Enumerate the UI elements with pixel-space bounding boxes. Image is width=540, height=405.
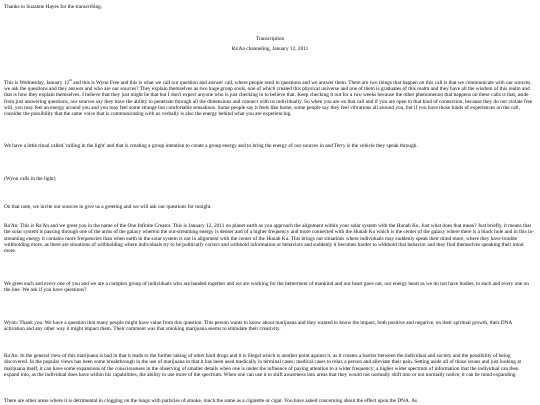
wynn-calls-light-note: (Wynn calls in the light)	[4, 176, 56, 182]
cutoff-paragraph: There are other areas where it is detrimental in clogging on the lungs with particles of smoke, much the same as a cigarette or cigar. You have asked concerning about the effect upon the DNA. As	[4, 398, 418, 404]
intro-text-rest: and this is Wynn Free and this is what we call our question and answer call, where people send in questions and we answer them. There are two things that happen on this call is that we communicate with our sources, we ask the questions and they answer and who are our sources? They explain themselves as two huge group souls, one of which created this physical universe and one of them is graduates of this realm and they have all the wisdom of this realm and that is how they explain themselves. I believe that they just might be that but I don't expect anyone who is just checking in to believe that. Keep checking it out for a two weeks because the other phenomenon that happens on these calls is that, aside from just answering questions, our sources say they have the ability to penetrate through all the dimensions and connect with us individually. So when you are on that call and if you are open to that kind of connection, because they do not violate free will, you may feel an energy around you and you may feel some strange but comfortable sensations. Some people say it feels like home, some people say they feel vibrations all around you, but if you have those kinds of experiences on the call, consider the possibility that the same voice that is communicating with us verbally is also the energy behind what you are experiencing.	[4, 79, 533, 118]
invitation-paragraph: On that note, we invite our sources to give us a greeting and we will ask our questions for tonight.	[4, 204, 212, 210]
channeling-date-line: Ra'An channeling, January 12, 2011	[231, 46, 309, 52]
raan-answer-paragraph: Ra'An: In the general view of this marijuana is bad in that it leads to the further taking of other hard drugs and it is illegal which is another point against it, as it creates a barrier between the individual and society and the possibility of being discovered. In the popular views has been some breakthrough in the use of marijuana in that it has been used medically in terminal cases; medical cases to relax a person and alleviate their pain. Setting aside all of those issues and just looking at marijuana itself, it can have some expansions of the consciousness in the observing of smaller details when one is under the influence of paying attention to a wider frequency; a higher wider spectrum of information that the individual can then expand into, as the individual does have within his capabilities, the ability to use more of the spectrum. When one can use it to shift awareness into areas that they would not normally shift into or not normally notice, it can be mind expanding.	[4, 353, 522, 378]
ritual-paragraph: We have a little ritual called 'calling in the light' and that is creating a group intention to create a group energy and to bring the energy of our sources in and Terry is the vehicle they speak through.	[4, 143, 418, 149]
thanks-line: Thanks to Suzanne Hayes for the transcribing.	[4, 4, 103, 10]
raan-greeting-paragraph: Ra'An: This is Ra'An and we greet you in the name of the One Infinite Creator. This is January 12, 2011 on planet earth as you approach the alignment within your solar system with the Hunab Ku. Just what does that mean? Just briefly, it means that the solar system is passing through one of the arms of the galaxy wherein the out-streaming energy is denser and of a higher frequency and more connected with the Hunab Ku which is the center of the galaxy where there is a black hole and in this in-streaming energy it contains more frequencies than when earth in the solar system is not in alignment with the center of the Hunab Ku. This brings out situations where individuals may suddenly speak their mind more, where they have trouble withholding more, as there are situations of withholding where individuals try to be politically correct and withhold information or behaviors and suddenly it becomes harder to withhold that behavior and they find themselves speaking their mind more.	[4, 223, 534, 255]
intro-text-start: This is Wednesday, January 12	[4, 79, 70, 86]
intro-paragraph	[4, 77, 534, 118]
raan-group-paragraph: We greet each and every one of you and we are a complex group of individuals who are banded together and we are working for the betterment of mankind and our heart goes out, our energy heart as we do not have bodies, to each and every one on the line. We ask if you have questions?	[4, 281, 529, 294]
wynn-question-paragraph: Wynn: Thank you. We have a question that many people might have value from this question. This person wants to know about marijuana and they wanted to know the impact, both positive and negative, on their spiritual growth, their DNA activation and any other way it might impact them. Their comment was that smoking marijuana seems to stimulate their creativity.	[4, 320, 512, 333]
transcription-heading: Transcription	[255, 36, 285, 42]
intro-ordinal-suffix: th	[69, 78, 72, 82]
